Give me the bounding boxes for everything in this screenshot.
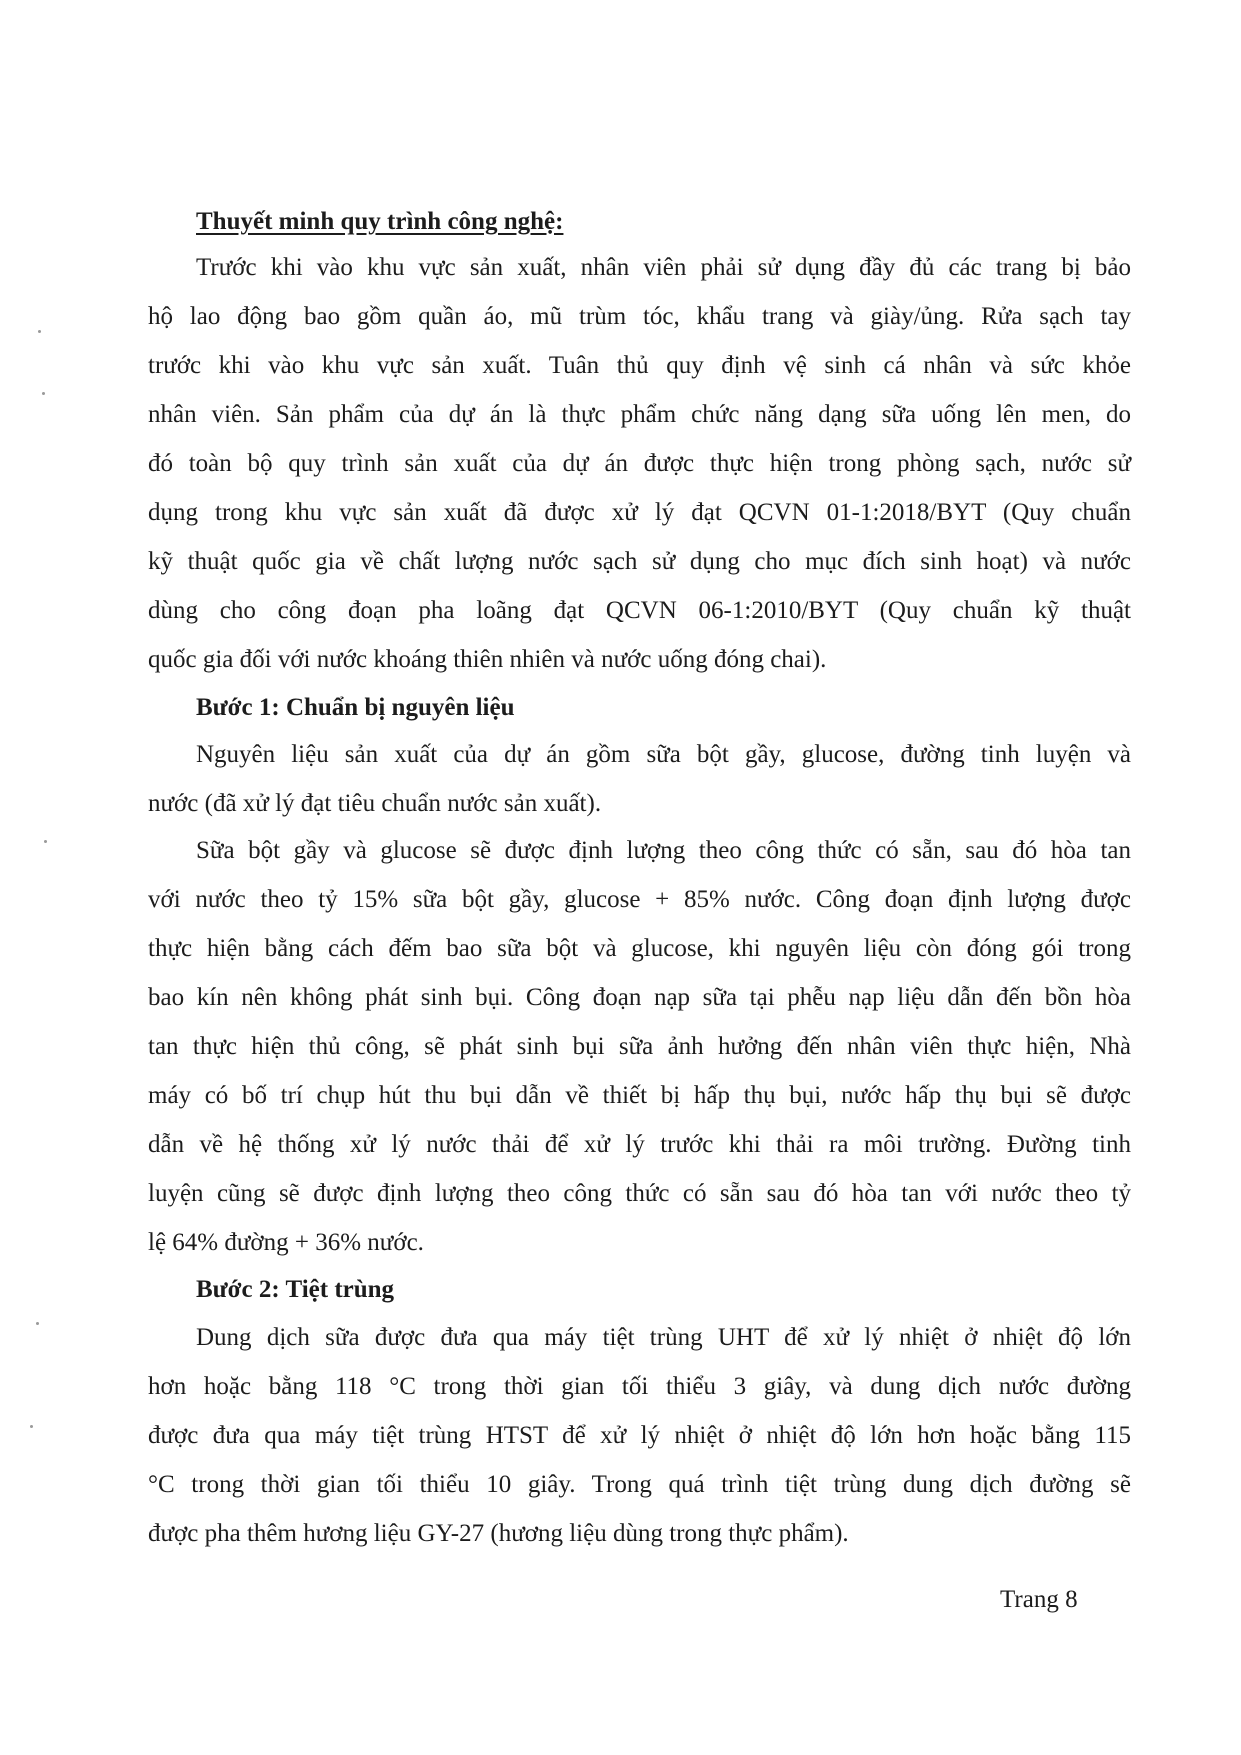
text-line: đó toàn bộ quy trình sản xuất của dự án được thực hiện trong phòng sạch, nước sử — [148, 450, 1131, 477]
intro-paragraph — [148, 243, 1131, 684]
text-line: Sữa bột gầy và glucose sẽ được định lượng theo công thức có sẵn, sau đó hòa tan — [196, 837, 1131, 864]
text-line: được pha thêm hương liệu GY-27 (hương liệu dùng trong thực phẩm). — [148, 1520, 849, 1547]
text-line: bao kín nên không phát sinh bụi. Công đoạn nạp sữa tại phễu nạp liệu dẫn đến bồn hòa — [148, 984, 1131, 1011]
text-line: quốc gia đối với nước khoáng thiên nhiên và nước uống đóng chai). — [148, 646, 827, 673]
scan-speck — [38, 330, 41, 333]
page-number: Trang 8 — [1000, 1586, 1078, 1613]
text-line: °C trong thời gian tối thiểu 10 giây. Trong quá trình tiệt trùng dung dịch đường sẽ — [148, 1471, 1131, 1498]
text-line: tan thực hiện thủ công, sẽ phát sinh bụi sữa ảnh hưởng đến nhân viên thực hiện, Nhà — [148, 1033, 1131, 1060]
text-line: nước (đã xử lý đạt tiêu chuẩn nước sản xuất). — [148, 790, 602, 817]
section-heading: Thuyết minh quy trình công nghệ: — [196, 208, 564, 235]
text-line: trước khi vào khu vực sản xuất. Tuân thủ quy định vệ sinh cá nhân và sức khỏe — [148, 352, 1131, 379]
text-line: kỹ thuật quốc gia về chất lượng nước sạch sử dụng cho mục đích sinh hoạt) và nước — [148, 548, 1131, 575]
step1-paragraph-1 — [148, 730, 1131, 828]
text-line: luyện cũng sẽ được định lượng theo công thức có sẵn sau đó hòa tan với nước theo tỷ — [148, 1180, 1131, 1207]
text-line: Nguyên liệu sản xuất của dự án gồm sữa bột gầy, glucose, đường tinh luyện và — [196, 741, 1131, 768]
step1-title: Bước 1: Chuẩn bị nguyên liệu — [196, 694, 515, 721]
step1-paragraph-2 — [148, 826, 1131, 1267]
text-line: dụng trong khu vực sản xuất đã được xử lý đạt QCVN 01-1:2018/BYT (Quy chuẩn — [148, 499, 1131, 526]
text-line: được đưa qua máy tiệt trùng HTST để xử lý nhiệt ở nhiệt độ lớn hơn hoặc bằng 115 — [148, 1422, 1131, 1449]
text-line: thực hiện bằng cách đếm bao sữa bột và glucose, khi nguyên liệu còn đóng gói trong — [148, 935, 1131, 962]
text-line: với nước theo tỷ 15% sữa bột gầy, glucose + 85% nước. Công đoạn định lượng được — [148, 886, 1131, 913]
scan-speck — [42, 392, 45, 395]
step2-paragraph — [148, 1313, 1131, 1558]
text-line: Trước khi vào khu vực sản xuất, nhân viên phải sử dụng đầy đủ các trang bị bảo — [196, 254, 1131, 281]
scan-speck — [30, 1425, 33, 1428]
text-line: hơn hoặc bằng 118 °C trong thời gian tối thiểu 3 giây, và dung dịch nước đường — [148, 1373, 1131, 1400]
text-line: máy có bố trí chụp hút thu bụi dẫn về thiết bị hấp thụ bụi, nước hấp thụ bụi sẽ được — [148, 1082, 1131, 1109]
text-line: hộ lao động bao gồm quần áo, mũ trùm tóc, khẩu trang và giày/ủng. Rửa sạch tay — [148, 303, 1131, 330]
text-line: dùng cho công đoạn pha loãng đạt QCVN 06-1:2010/BYT (Quy chuẩn kỹ thuật — [148, 597, 1131, 624]
scan-speck — [36, 1322, 39, 1325]
text-line: Dung dịch sữa được đưa qua máy tiệt trùng UHT để xử lý nhiệt ở nhiệt độ lớn — [196, 1324, 1131, 1351]
text-line: dẫn về hệ thống xử lý nước thải để xử lý trước khi thải ra môi trường. Đường tinh — [148, 1131, 1131, 1158]
step2-title: Bước 2: Tiệt trùng — [196, 1276, 395, 1303]
text-line: nhân viên. Sản phẩm của dự án là thực phẩm chức năng dạng sữa uống lên men, do — [148, 401, 1131, 428]
scan-speck — [44, 840, 47, 843]
text-line: lệ 64% đường + 36% nước. — [148, 1229, 424, 1256]
